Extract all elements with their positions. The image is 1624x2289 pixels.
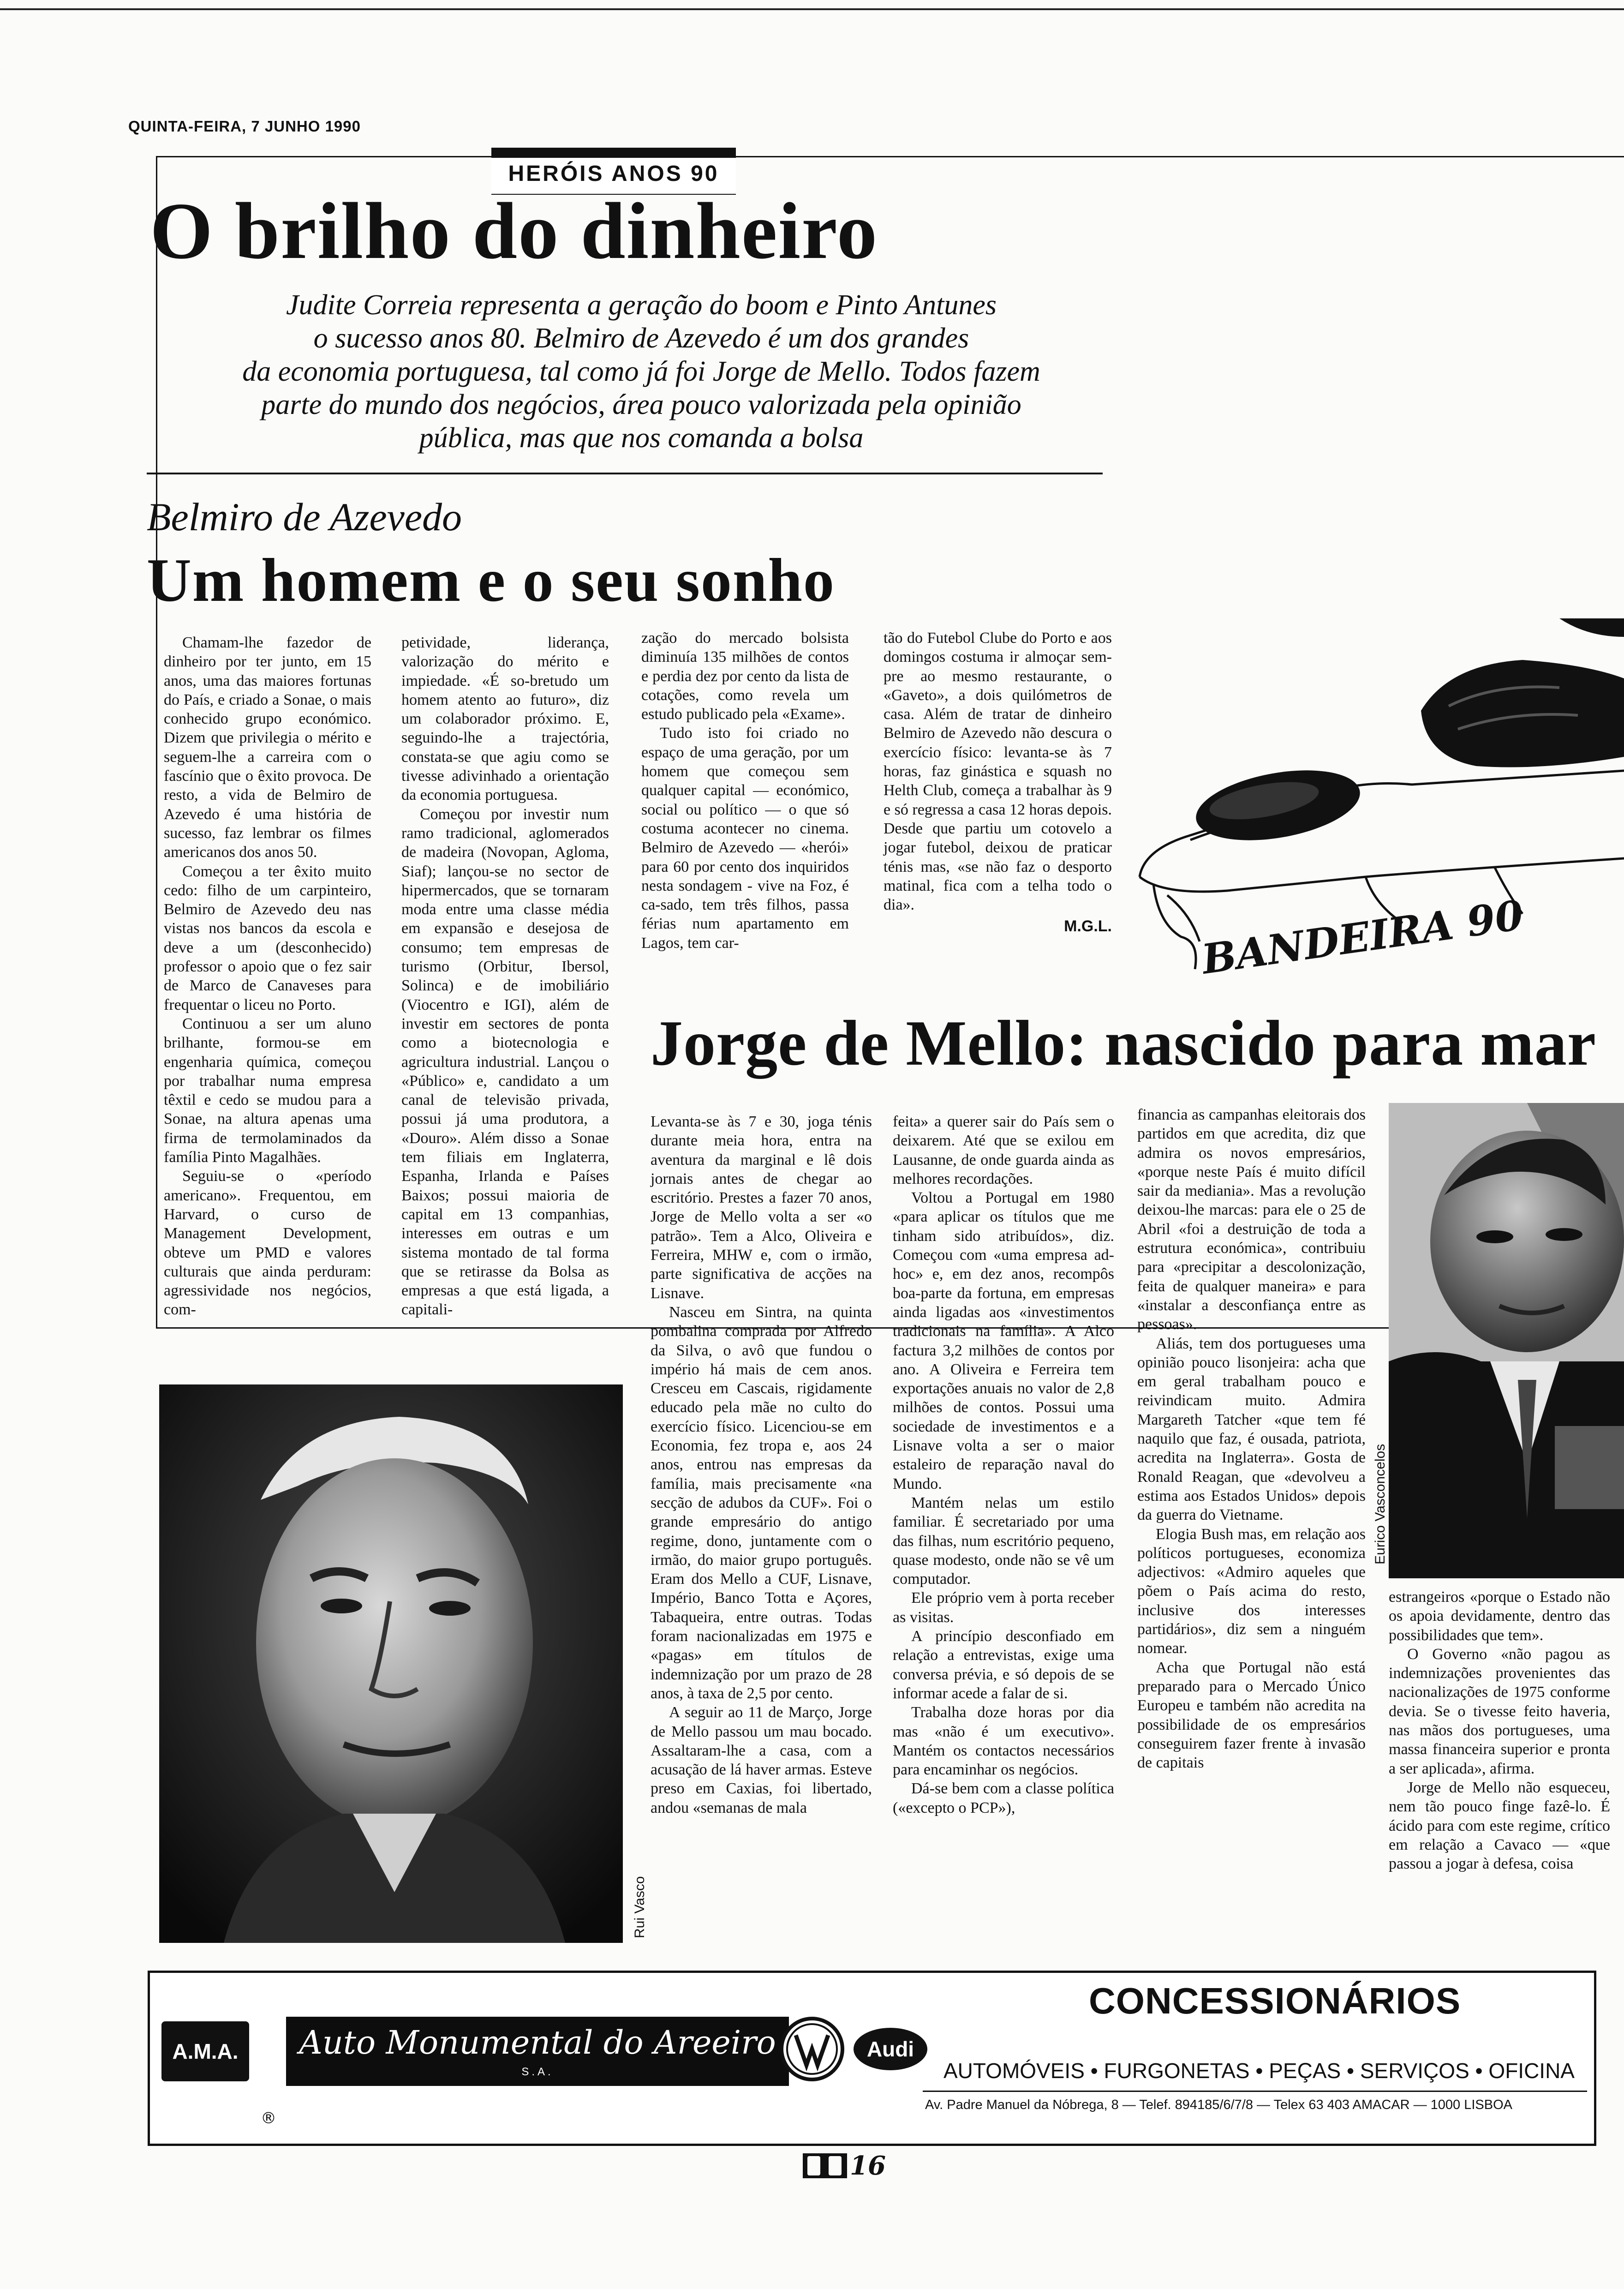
belmiro-name: Belmiro de Azevedo bbox=[147, 495, 462, 539]
byline-signature: M.G.L. bbox=[1064, 917, 1112, 935]
cartoon-signature-text: BANDEIRA 90 bbox=[1199, 891, 1527, 983]
ad-heading: CONCESSIONÁRIOS bbox=[1089, 1980, 1461, 2021]
standfirst-line: pública, mas que nos comanda a bolsa bbox=[419, 422, 864, 454]
dateline: QUINTA-FEIRA, 7 JUNHO 1990 bbox=[128, 118, 361, 135]
paragraph: Acha que Portugal não está preparado para o Mercado Único Europeu e também não acredita na possibilidade de os empresários conseguirem fazer frente à invasão de capitais bbox=[1137, 1659, 1366, 1772]
ad-address: Av. Padre Manuel da Nóbrega, 8 — Telef. 894185/6/7/8 — Telex 63 403 AMACAR — 1000 LISBOA bbox=[925, 2097, 1513, 2112]
registered-mark: ® bbox=[261, 2109, 276, 2127]
paragraph: Trabalha doze horas por dia mas «não é um executivo». Mantém os contactos necessários para encaminhar os negócios. bbox=[893, 1704, 1114, 1779]
standfirst-rule bbox=[147, 473, 1103, 474]
section-kicker: HERÓIS ANOS 90 bbox=[491, 148, 736, 195]
paragraph: Começou a ter êxito muito cedo: filho de um carpinteiro, Belmiro de Azevedo deu nas vistas nos bancos da escola e deve a um (desconhecido) professor o apoio que o fez sair de Marco de Canaveses para frequentar o liceu no Porto. bbox=[164, 863, 371, 1013]
paragraph: Aliás, tem dos portugueses uma opinião pouco lisonjeira: acha que em geral trabalham pouco e reivindicam muito. Admira Margareth Tatcher «que tem fé naquilo que faz, é ousada, patriota, acredita na Inglaterra». Gosta de Ronald Reagan, que «devolveu a estima aos Estados Unidos» depois da guerra do Vietname. bbox=[1137, 1335, 1366, 1524]
standfirst bbox=[152, 288, 1130, 455]
mello-column-2 bbox=[893, 1112, 1114, 1817]
standfirst-line: o sucesso anos 80. Belmiro de Azevedo é um dos grandes bbox=[313, 323, 969, 354]
paragraph: A seguir ao 11 de Março, Jorge de Mello passou um mau bocado. Assaltaram-lhe a casa, com a acusação de lá haver armas. Esteve preso em Caxias, foi libertado, andou «semanas de mala bbox=[651, 1704, 872, 1816]
belmiro-column-4 bbox=[884, 629, 1112, 936]
paragraph: Voltou a Portugal em 1980 «para aplicar os títulos que me tinham sido atribuídos», diz. Começou com «uma empresa ad-hoc» e, em dez anos, recompôs boa-parte da fortuna, em empresas ainda ligadas aos «investimentos tradicionais na família». A Alco factura 3,2 milhões de contos por ano. A Oliveira e Ferreira tem exportações anuais no valor de 2,8 milhões de contos. Possui uma sociedade de investimentos e a Lisnave volta a ser o maior estaleiro de reparação naval do Mundo. bbox=[893, 1189, 1114, 1492]
paragraph: Chamam-lhe fazedor de dinheiro por ter junto, em 15 anos, uma das maiores fortunas do País, e criado a Sonae, o mais conhecido grupo económico. Dizem que privilegia o mérito e seguem-lhe a carreira com o fascínio que o êxito provoca. De resto, a vida de Belmiro de Azevedo é uma história de sucesso, faz lembrar os filmes americanos dos anos 50. bbox=[164, 634, 371, 861]
paragraph: feita» a querer sair do País sem o deixarem. Até que se exilou em Lausanne, de onde guarda ainda as melhores recordações. bbox=[893, 1113, 1114, 1187]
belmiro-headline: Um homem e o seu sonho bbox=[147, 546, 835, 614]
mello-column-1 bbox=[651, 1112, 872, 1817]
paragraph: Continuou a ser um aluno brilhante, formou-se em engenharia química, começou por trabalhar numa empresa têxtil e cedo se mudou para a Sonae, na altura apenas uma firma de termolaminados da família Pinto Magalhães. bbox=[164, 1015, 371, 1166]
paragraph: financia as campanhas eleitorais dos partidos em que acredita, diz que admira os novos empresários, «porque neste País é muito difícil sair da mediania». Mas a revolução deixou-lhe marcas: para ele o 25 de Abril «foi a destruição de toda a estrutura económica», contribuiu para «precipitar a descolonização, feita de qualquer maneira» e para «instalar a desconfiança entre as pessoas». bbox=[1137, 1106, 1366, 1333]
frame-top-rule bbox=[156, 156, 1624, 157]
paragraph: zação do mercado bolsista diminuía 135 milhões de contos e perdia dez por cento da lista de cotações, como revela um estudo publicado pela «Exame». bbox=[641, 629, 849, 723]
paragraph: Jorge de Mello não esqueceu, nem tão pouco finge fazê-lo. É ácido para com este regime, crítico em relação a Cavaco — «que passou a jogar à defesa, coisa bbox=[1389, 1779, 1610, 1873]
belmiro-photo bbox=[159, 1384, 623, 1943]
belmiro-column-2 bbox=[401, 633, 609, 1319]
standfirst-line: parte do mundo dos negócios, área pouco valorizada pela opinião bbox=[261, 389, 1021, 420]
paragraph: A princípio desconfiado em relação a entrevistas, exige uma conversa prévia, e só depois de se informar acede a falar de si. bbox=[893, 1628, 1114, 1702]
page-headline: O brilho do dinheiro bbox=[150, 186, 878, 276]
paragraph: O Governo «não pagou as indemnizações provenientes das nacionalizações de 1975 conforme devia. Se o tivesse feito haveria, nas mãos dos portugueses, uma massa financeira superior e pronta a ser aplicada», afirma. bbox=[1389, 1645, 1610, 1777]
company-name: Auto Monumental do Areeiro bbox=[299, 2024, 776, 2061]
standfirst-line: Judite Correia representa a geração do boom e Pinto Antunes bbox=[286, 289, 997, 321]
paragraph: petividade, liderança, valorização do mérito e impiedade. «É so-bretudo um homem atento ao futuro», diz um colaborador próximo. E, seguindo-lhe a trajectória, constata-se que agiu como se tivesse adivinhado a orientação da economia portuguesa. bbox=[401, 634, 609, 804]
top-rule bbox=[0, 8, 1624, 10]
ama-logo: A.M.A. bbox=[161, 2021, 249, 2081]
audi-logo-text: Audi bbox=[866, 2037, 914, 2061]
belmiro-column-1 bbox=[164, 633, 371, 1319]
paragraph: Levanta-se às 7 e 30, joga ténis durante meia hora, entra na aventura da marginal e lê dois jornais antes de chegar ao escritório. Prestes a fazer 70 anos, Jorge de Mello volta a ser «o patrão». Tem a Alco, Oliveira e Ferreira, MHW e, com o irmão, parte significativa de acções na Lisnave. bbox=[651, 1113, 872, 1302]
audi-logo-icon bbox=[854, 2028, 927, 2070]
paragraph: estrangeiros «porque o Estado não os apoia devidamente, dentro das possibilidades que tem». bbox=[1389, 1588, 1610, 1644]
cartoon-illustration bbox=[1126, 618, 1624, 997]
mello-column-3 bbox=[1137, 1105, 1366, 1772]
paragraph: Dá-se bem com a classe política («excepto o PCP»), bbox=[893, 1780, 1114, 1816]
ad-rule bbox=[923, 2091, 1587, 2092]
ad-services: AUTOMÓVEIS • FURGONETAS • PEÇAS • SERVIÇOS • OFICINA bbox=[943, 2059, 1575, 2083]
mello-headline: Jorge de Mello: nascido para mar bbox=[651, 1007, 1596, 1079]
page-folio bbox=[803, 2151, 886, 2181]
paragraph: Mantém nelas um estilo familiar. É secretariado por uma das filhas, num escritório pequeno, quase modesto, onde não se vê um computador. bbox=[893, 1494, 1114, 1588]
paragraph: Elogia Bush mas, em relação aos políticos portugueses, economiza adjectivos: «Admiro aqueles que põem o País acima do resto, inclusive dos interesses partidários», diz sem a ninguém nomear. bbox=[1137, 1525, 1366, 1657]
paragraph: Ele próprio vem à porta receber as visitas. bbox=[893, 1589, 1114, 1626]
paragraph: Nasceu em Sintra, na quinta pombalina comprada por Alfredo da Silva, o avô que fundou o império há mais de cem anos. Cresceu em Cascais, rigidamente educado pela mãe no culto do exercício físico. Licenciou-se em Economia, fez tropa e, aos 24 anos, entrou nas empresas da família, mais precisamente «na secção de adubos da CUF». Foi o grande empresário do antigo regime, dono, juntamente com o irmão, do maior grupo português. Eram dos Mello a CUF, Lisnave, Império, Banco Totta e Açores, Tabaqueira, entre outras. Todas foram nacionalizadas em 1975 e «pagas» em títulos de indemnização por um prazo de 28 anos, à taxa de 2,5 por cento. bbox=[651, 1303, 872, 1702]
paragraph: Começou por investir num ramo tradicional, aglomerados de madeira (Novopan, Agloma, Siaf); lançou-se no sector de hipermercados, que se tornaram moda entre uma classe média em expansão e desejosa de consumo; tem empresas de turismo (Orbitur, Ibersol, Solinca) e de imobiliário (Viocentro e IGI), além de investir em sectores de ponta como a biotecnologia e agricultura industrial. Lançou o «Público» e, candidato a um canal de televisão privada, possui já uma produtora, a «Douro». Além disso a Sonae tem filiais em Inglaterra, Espanha, Irlanda e Países Baixos; possui maioria de capital em 13 companhias, interesses em outras e um sistema montado de tal forma que se retirasse da Bolsa as empresas a que está ligada, a capitali- bbox=[401, 805, 609, 1318]
paragraph: Tudo isto foi criado no espaço de uma geração, por um homem que começou sem qualquer capital — económico, social ou político — o que só costuma acontecer no cinema. Belmiro de Azevedo — «herói» para 60 por cento dos inquiridos nesta sondagem - vive na Foz, é ca-sado, tem três filhos, passa férias num apartamento em Lagos, tem car- bbox=[641, 725, 849, 952]
page-number: 16 bbox=[850, 2151, 886, 2181]
paragraph: tão do Futebol Clube do Porto e aos domingos costuma ir almoçar sem-pre ao mesmo restaurante, o «Gaveto», a dois quilómetros de casa. Além de tratar de dinheiro Belmiro de Azevedo não descura o exercício físico: levanta-se às 7 horas, faz ginástica e squash no Helth Club, começa a trabalhar às 9 e só regressa a casa 12 horas depois. Desde que partiu um cotovelo a jogar futebol, deixou de praticar ténis mas, «se não faz o desporto matinal, fica com a telha todo o dia». bbox=[884, 629, 1112, 914]
mello-photo bbox=[1389, 1103, 1624, 1578]
vw-logo-icon bbox=[782, 2019, 842, 2084]
mello-photo-credit: Eurico Vasconcelos bbox=[1373, 1444, 1388, 1564]
belmiro-column-3 bbox=[641, 629, 849, 953]
newspaper-logo-icon bbox=[803, 2153, 847, 2178]
mello-column-4 bbox=[1389, 1588, 1610, 1873]
standfirst-line: da economia portuguesa, tal como já foi Jorge de Mello. Todos fazem bbox=[242, 356, 1040, 387]
belmiro-photo-credit: Rui Vasco bbox=[632, 1876, 647, 1938]
company-suffix: S.A. bbox=[521, 2066, 554, 2078]
paragraph: Seguiu-se o «período americano». Frequentou, em Harvard, o curso de Management Development, obteve um PMD e valores culturais que ainda perduram: agressividade nos negócios, com- bbox=[164, 1168, 371, 1318]
cartoon-signature bbox=[1197, 891, 1526, 983]
company-logo bbox=[286, 2017, 789, 2086]
brand-logos bbox=[775, 2012, 932, 2086]
